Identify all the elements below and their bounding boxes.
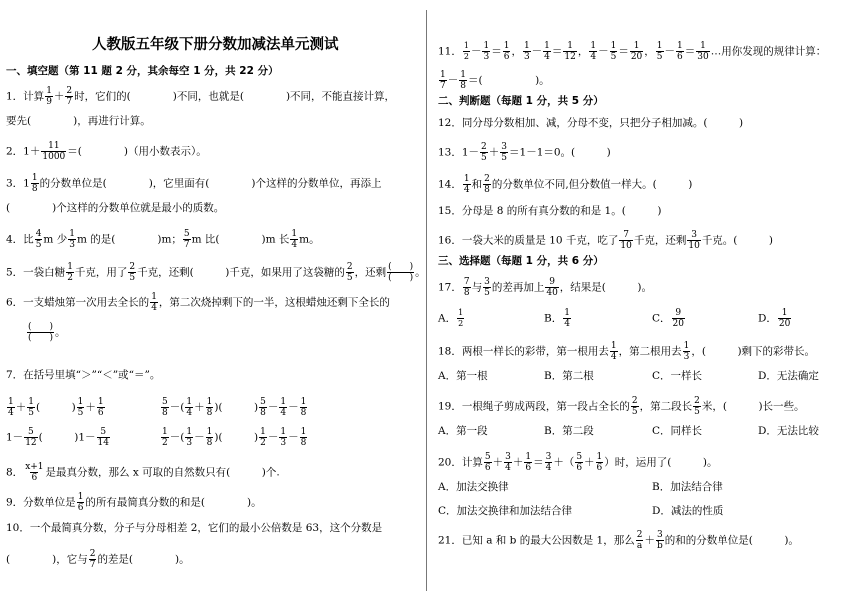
compare-4: $\frac{1}{2}$ －( $\frac{1}{3}$ － $\frac{1}{8}$ )( ) $\frac{1}{2}$ － $\frac{1}{3}$ － $\frac{1}{8}$ bbox=[162, 427, 307, 448]
question-10-cont: ( )，它与 $\frac{2}{7}$ 的差是( )。 bbox=[6, 549, 190, 570]
fraction: $\frac{2}{5}$ bbox=[631, 396, 638, 417]
question-16: 16．一袋大米的质量是 10 千克，吃了 $\frac{7}{10}$ 千克，还剩 $\frac{3}{10}$ 千克。( ) bbox=[438, 230, 774, 251]
question-11-cont: $\frac{1}{7}$ － $\frac{1}{8}$ ＝( )。 bbox=[440, 70, 550, 91]
fraction: $\frac{1}{6}$ bbox=[596, 452, 603, 473]
fraction: $\frac{x+1}{6}$ bbox=[25, 462, 44, 483]
question-9: 9．分数单位是 $\frac{1}{6}$ 的所有最简真分数的和是( )。 bbox=[6, 492, 262, 513]
question-19: 19．一根绳子剪成两段，第一段占全长的 $\frac{2}{5}$ ，第二段长 $\frac{2}{5}$ 米，( )长一些。 bbox=[438, 396, 805, 417]
fraction: $\frac{1}{4}$ bbox=[544, 41, 550, 62]
fraction: $\frac{1}{3}$ bbox=[483, 41, 490, 62]
fraction: $\frac{2}{7}$ bbox=[89, 549, 96, 570]
fraction: $\frac{1}{4}$ bbox=[590, 41, 597, 62]
answer-blank[interactable]: ( ) bbox=[218, 401, 259, 414]
compare-1: $\frac{1}{4}$ ＋ $\frac{1}{5}$ ( ) $\frac{1}{5}$ ＋ $\frac{1}{6}$ bbox=[8, 397, 104, 418]
question-11: 11． $\frac{1}{2}$ － $\frac{1}{3}$ ＝ $\frac{1}{6}$ ， $\frac{1}{3}$ － $\frac{1}{4}$ ＝ $\frac{1}{12}$ ， $\frac{1}{4}$ － $\frac{1}{5}$ ＝ $\frac{1}{20}$ ， $\frac{1}{5}$ － $\frac{1}{6}$ ＝ $\frac{1}{30}$ …用你发现的规律计算： bbox=[438, 41, 827, 62]
compare-3: 1－ $\frac{5}{12}$ ( )1－ $\frac{5}{14}$ bbox=[6, 427, 109, 448]
fraction: $\frac{1}{2}$ bbox=[260, 427, 266, 448]
question-18: 18．两根一样长的彩带，第一根用去 $\frac{1}{4}$ ，第二根用去 $\frac{1}{3}$ ，( )剩下的彩带长。 bbox=[438, 341, 816, 362]
fraction: $\frac{1}{2}$ bbox=[463, 41, 469, 61]
q20-option-d[interactable]: D．减法的性质 bbox=[652, 505, 724, 517]
fraction: $\frac{1}{30}$ bbox=[697, 41, 709, 62]
question-1-cont: 要先( )，再进行计算。 bbox=[6, 115, 151, 127]
fraction: $\frac{1}{5}$ bbox=[77, 397, 84, 418]
fraction: $\frac{1}{6}$ bbox=[677, 41, 683, 62]
answer-fraction-blank[interactable]: $\frac{( )}{( )}$ bbox=[28, 322, 54, 343]
fraction: $\frac{2}{5}$ bbox=[694, 396, 700, 417]
right-column bbox=[432, 0, 857, 609]
fraction: $\frac{1}{5}$ bbox=[656, 41, 663, 62]
fraction: $\frac{1}{8}$ bbox=[300, 427, 307, 448]
fraction: $\frac{11}{1000}$ bbox=[42, 141, 66, 162]
q18-option-d[interactable]: D．无法确定 bbox=[758, 370, 819, 382]
answer-fraction-blank[interactable]: $\frac{( )}{( )}$ bbox=[388, 262, 414, 283]
fraction: $\frac{7}{8}$ bbox=[463, 277, 470, 298]
fraction: $\frac{2}{5}$ bbox=[481, 142, 487, 163]
fraction: $\frac{1}{4}$ bbox=[151, 292, 157, 313]
fraction: $\frac{1}{5}$ bbox=[28, 397, 34, 418]
fraction: $\frac{1}{8}$ bbox=[31, 173, 38, 194]
fraction: $\frac{1}{3}$ bbox=[69, 229, 75, 250]
fraction: $\frac{4}{5}$ bbox=[35, 229, 42, 250]
fraction: $\frac{1}{8}$ bbox=[460, 70, 466, 91]
fraction: $\frac{1}{4}$ bbox=[186, 397, 193, 418]
q19-option-d[interactable]: D．无法比较 bbox=[758, 425, 819, 437]
fraction: $\frac{1}{3}$ bbox=[186, 427, 193, 448]
question-10: 10．一个最简真分数，分子与分母相差 2，它们的最小公倍数是 63，这个分数是 bbox=[6, 522, 383, 534]
question-21: 21．已知 a 和 b 的最大公因数是 1，那么 $\frac{2}{a}$ ＋ $\frac{3}{b}$ 的和的分数单位是( )。 bbox=[438, 530, 799, 551]
fraction: $\frac{1}{4}$ bbox=[280, 397, 287, 418]
question-3-cont: ( )个这样的分数单位就是最小的质数。 bbox=[6, 202, 225, 214]
fraction: $\frac{1}{12}$ bbox=[564, 41, 576, 62]
fraction: $\frac{1}{4}$ bbox=[610, 341, 617, 362]
fraction: $\frac{1}{6}$ bbox=[77, 492, 84, 513]
fraction: $\frac{3}{5}$ bbox=[501, 142, 508, 163]
question-4: 4．比 $\frac{4}{5}$ m 少 $\frac{1}{3}$ m 的是( )m； $\frac{5}{7}$ m 比( )m 长 $\frac{1}{4}$ m。 bbox=[6, 229, 320, 250]
fraction: $\frac{1}{4}$ bbox=[463, 174, 470, 195]
fraction: $\frac{7}{10}$ bbox=[620, 230, 632, 251]
fraction: $\frac{1}{9}$ bbox=[46, 86, 52, 107]
fraction: $\frac{2}{8}$ bbox=[484, 174, 490, 195]
page-title: 人教版五年级下册分数加减法单元测试 bbox=[92, 37, 339, 53]
fraction: $\frac{5}{7}$ bbox=[183, 229, 190, 250]
question-17: 17． $\frac{7}{8}$ 与 $\frac{3}{5}$ 的差再加上 $\frac{9}{40}$ ，结果是( )。 bbox=[438, 277, 652, 298]
fraction: $\frac{1}{8}$ bbox=[206, 397, 213, 418]
q18-option-b[interactable]: B．第二根 bbox=[544, 370, 594, 382]
q17-option-a[interactable]: A． $\frac{1}{2}$ bbox=[438, 308, 464, 328]
answer-blank[interactable]: ( ) bbox=[218, 431, 259, 444]
fraction: $\frac{2}{5}$ bbox=[346, 262, 353, 283]
fraction: $\frac{1}{6}$ bbox=[97, 397, 104, 418]
q19-option-c[interactable]: C．同样长 bbox=[652, 425, 703, 437]
section-choice-heading: 三、选择题（每题 1 分，共 6 分） bbox=[438, 255, 604, 267]
fraction: $\frac{1}{4}$ bbox=[564, 308, 570, 329]
question-7: 7．在括号里填“＞”“＜”或“＝”。 bbox=[6, 369, 161, 381]
fraction: $\frac{5}{12}$ bbox=[25, 427, 37, 448]
q19-option-b[interactable]: B．第二段 bbox=[544, 425, 594, 437]
fraction: $\frac{1}{3}$ bbox=[280, 427, 287, 448]
fraction: $\frac{5}{6}$ bbox=[484, 452, 491, 473]
fraction: $\frac{1}{2}$ bbox=[458, 308, 464, 328]
fraction: $\frac{5}{6}$ bbox=[576, 452, 583, 473]
fraction: $\frac{1}{3}$ bbox=[523, 41, 530, 62]
fraction: $\frac{3}{4}$ bbox=[505, 452, 511, 473]
section-true-false-heading: 二、判断题（每题 1 分，共 5 分） bbox=[438, 95, 604, 107]
question-6: 6．一支蜡烛第一次用去全长的 $\frac{1}{4}$ ，第二次烧掉剩下的一半，这根蜡烛还剩下全长的 bbox=[6, 292, 390, 313]
fraction: $\frac{2}{a}$ bbox=[636, 530, 643, 551]
question-12: 12．同分母分数相加、减，分母不变，只把分子相加减。( ) bbox=[438, 117, 744, 129]
answer-blank[interactable]: ( ) bbox=[38, 431, 79, 444]
q19-option-a[interactable]: A．第一段 bbox=[438, 425, 488, 437]
fraction: $\frac{2}{7}$ bbox=[66, 86, 73, 107]
fraction: $\frac{5}{8}$ bbox=[260, 397, 266, 418]
fraction: $\frac{1}{2}$ bbox=[162, 427, 168, 448]
question-6-answer: $\frac{( )}{( )}$ 。 bbox=[28, 322, 66, 343]
q20-option-a[interactable]: A．加法交换律 bbox=[438, 481, 509, 493]
question-20: 20．计算 $\frac{5}{6}$ ＋ $\frac{3}{4}$ ＋ $\frac{1}{6}$ ＝ $\frac{3}{4}$ ＋（ $\frac{5}{6}$ ＋ $\frac{1}{6}$ ）时，运用了( )。 bbox=[438, 452, 718, 473]
question-5: 5．一袋白糖 $\frac{1}{2}$ 千克，用了 $\frac{2}{5}$ 千克，还剩( )千克，如果用了这袋糖的 $\frac{2}{5}$ ，还剩 $\frac{( )}{( )}$ 。 bbox=[6, 262, 426, 283]
left-column bbox=[0, 0, 426, 609]
q18-option-c[interactable]: C．一样长 bbox=[652, 370, 703, 382]
fraction: $\frac{1}{4}$ bbox=[8, 397, 14, 418]
fraction: $\frac{9}{20}$ bbox=[672, 308, 684, 329]
fraction: $\frac{1}{6}$ bbox=[525, 452, 532, 473]
q18-option-a[interactable]: A．第一根 bbox=[438, 370, 488, 382]
column-divider bbox=[426, 10, 427, 591]
q17-option-c[interactable]: C． $\frac{9}{20}$ bbox=[652, 308, 684, 329]
fraction: $\frac{3}{5}$ bbox=[484, 277, 490, 298]
answer-blank[interactable]: ( ) bbox=[35, 401, 76, 414]
question-3: 3．1 $\frac{1}{8}$ 的分数单位是( )，它里面有( )个这样的分数单位，再添上 bbox=[6, 173, 382, 194]
fraction: $\frac{1}{4}$ bbox=[291, 229, 298, 250]
section-fill-blank-heading: 一、填空题（第 11 题 2 分，其余每空 1 分，共 22 分） bbox=[6, 65, 279, 77]
fraction: $\frac{1}{2}$ bbox=[67, 262, 73, 283]
q17-option-d[interactable]: D． $\frac{1}{20}$ bbox=[758, 308, 791, 329]
fraction: $\frac{1}{8}$ bbox=[206, 427, 213, 448]
question-13: 13．1－ $\frac{2}{5}$ ＋ $\frac{3}{5}$ ＝1－1＝0。( ) bbox=[438, 142, 611, 163]
fraction: $\frac{3}{4}$ bbox=[545, 452, 552, 473]
fraction: $\frac{1}{8}$ bbox=[300, 397, 307, 418]
fraction: $\frac{1}{7}$ bbox=[440, 70, 446, 91]
question-15: 15．分母是 8 的所有真分数的和是 1。( ) bbox=[438, 205, 662, 217]
q20-option-b[interactable]: B．加法结合律 bbox=[652, 481, 723, 493]
fraction: $\frac{5}{14}$ bbox=[97, 427, 109, 448]
question-14: 14． $\frac{1}{4}$ 和 $\frac{2}{8}$ 的分数单位不同,但分数值一样大。( ) bbox=[438, 174, 693, 195]
fraction: $\frac{5}{8}$ bbox=[162, 397, 168, 418]
fraction: $\frac{1}{20}$ bbox=[630, 41, 643, 62]
fraction: $\frac{1}{5}$ bbox=[610, 41, 617, 62]
fraction: $\frac{3}{b}$ bbox=[656, 530, 663, 551]
fraction: $\frac{3}{10}$ bbox=[688, 230, 700, 251]
question-1: 1．计算 $\frac{1}{9}$ ＋ $\frac{2}{7}$ 时，它们的( )不同，也就是( )不同，不能直接计算， bbox=[6, 86, 396, 107]
fraction: $\frac{1}{20}$ bbox=[778, 308, 791, 329]
question-2: 2．1＋ $\frac{11}{1000}$ ＝( )（用小数表示）。 bbox=[6, 141, 207, 162]
fraction: $\frac{2}{5}$ bbox=[129, 262, 136, 283]
fraction: $\frac{1}{6}$ bbox=[503, 41, 510, 62]
fraction: $\frac{1}{3}$ bbox=[683, 341, 690, 362]
q17-option-b[interactable]: B． $\frac{1}{4}$ bbox=[544, 308, 570, 329]
fraction: $\frac{9}{40}$ bbox=[546, 277, 558, 298]
q20-option-c[interactable]: C．加法交换律和加法结合律 bbox=[438, 505, 573, 517]
question-8: 8． $\frac{x+1}{6}$ 是最真分数，那么 x 可取的自然数只有( )个. bbox=[6, 462, 280, 483]
compare-2: $\frac{5}{8}$ －( $\frac{1}{4}$ ＋ $\frac{1}{8}$ )( ) $\frac{5}{8}$ － $\frac{1}{4}$ － $\frac{1}{8}$ bbox=[162, 397, 307, 418]
